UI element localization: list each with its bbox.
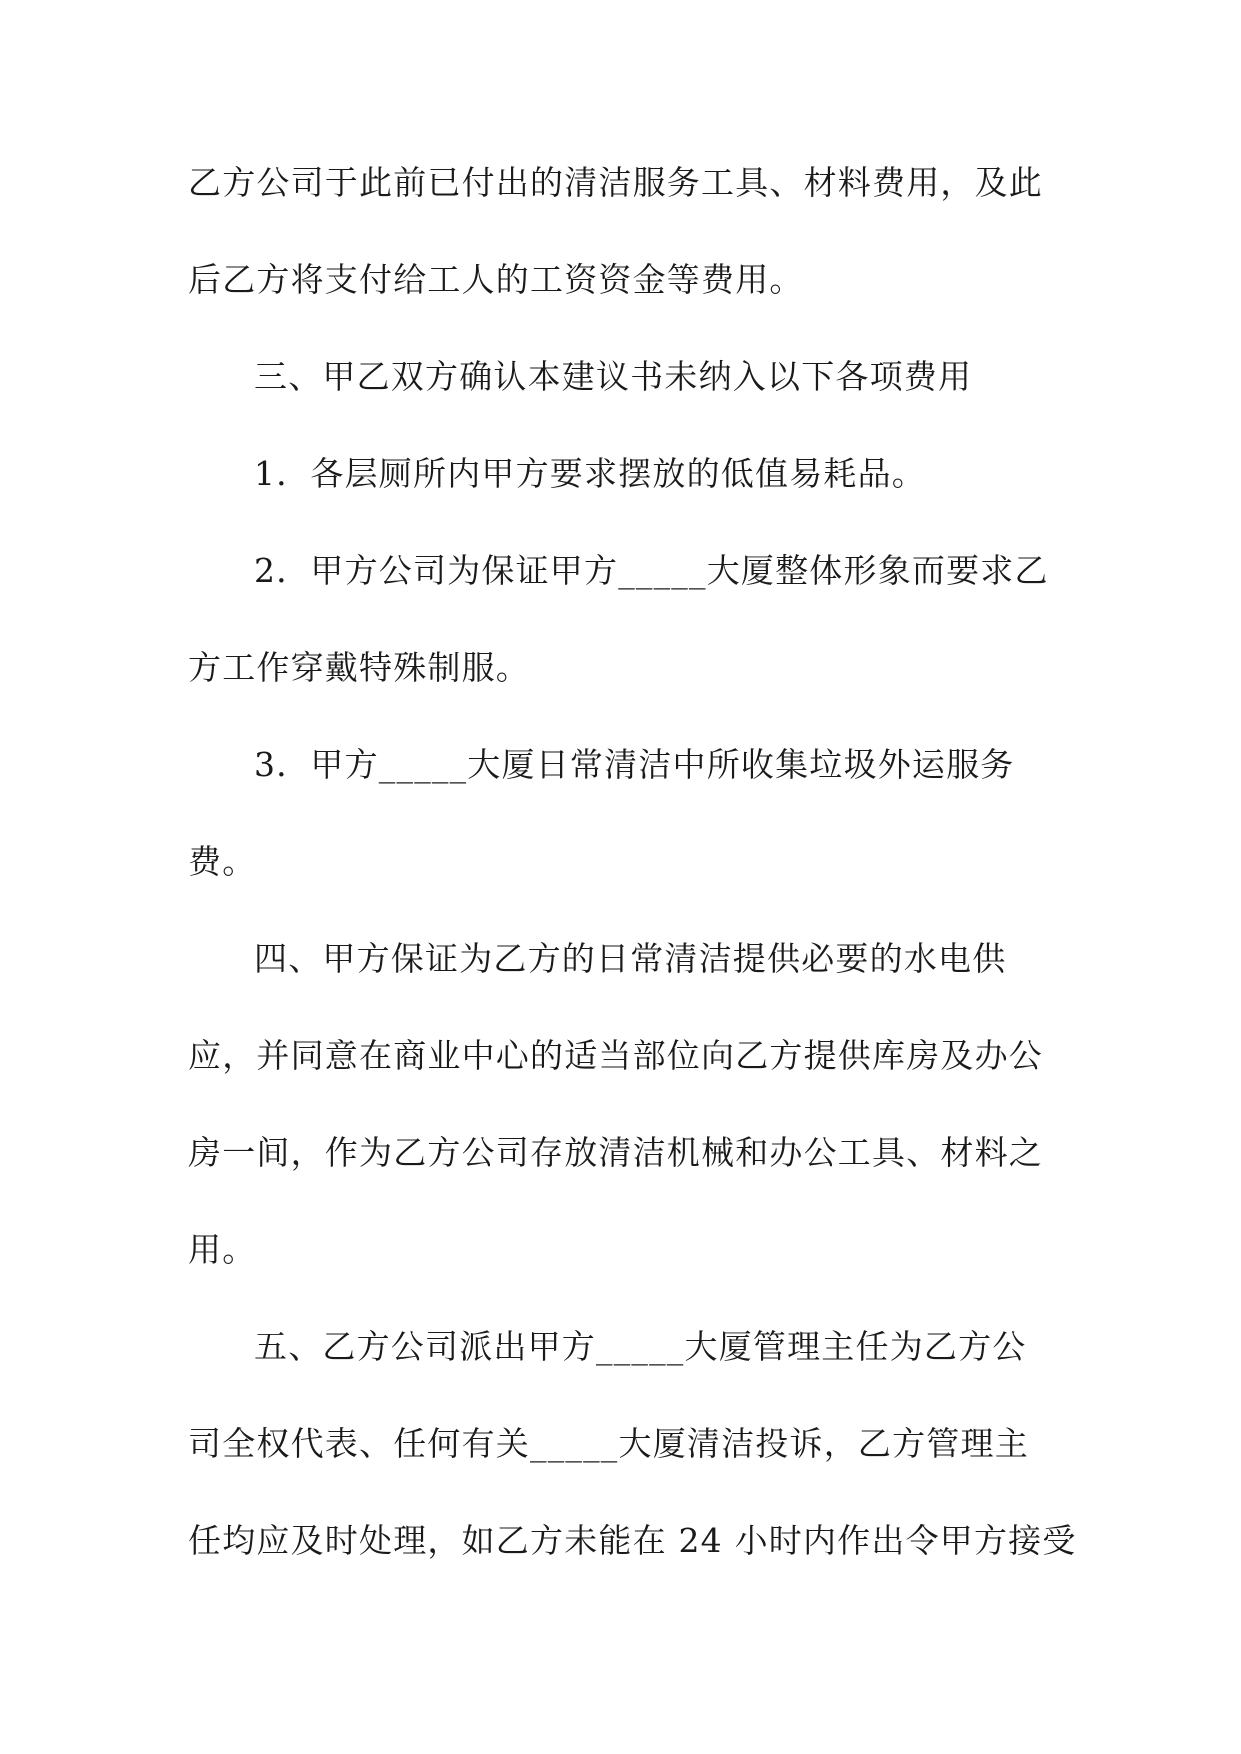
section-heading: 三、甲乙双方确认本建议书未纳入以下各项费用 — [254, 357, 973, 396]
text-line: 后乙方将支付给工人的工资资金等费用。 — [188, 260, 804, 299]
text-line: 房一间，作为乙方公司存放清洁机械和办公工具、材料之 — [188, 1133, 1043, 1172]
section-heading: 五、乙方公司派出甲方_____大厦管理主任为乙方公 — [254, 1327, 1027, 1366]
list-item: 1．各层厕所内甲方要求摆放的低值易耗品。 — [254, 454, 926, 493]
text-line: 司全权代表、任何有关_____大厦清洁投诉，乙方管理主 — [188, 1424, 1029, 1463]
text-line: 乙方公司于此前已付出的清洁服务工具、材料费用，及此 — [188, 163, 1043, 202]
section-heading: 四、甲方保证为乙方的日常清洁提供必要的水电供 — [254, 939, 1007, 978]
text-line: 任均应及时处理，如乙方未能在 24 小时内作出令甲方接受 — [188, 1521, 1077, 1560]
text-line: 方工作穿戴特殊制服。 — [188, 648, 530, 687]
text-line: 用。 — [188, 1230, 257, 1269]
text-line: 费。 — [188, 842, 257, 881]
list-item: 2．甲方公司为保证甲方_____大厦整体形象而要求乙 — [254, 551, 1049, 590]
text-line: 应，并同意在商业中心的适当部位向乙方提供库房及办公 — [188, 1036, 1043, 1075]
list-item: 3．甲方_____大厦日常清洁中所收集垃圾外运服务 — [254, 745, 1015, 784]
